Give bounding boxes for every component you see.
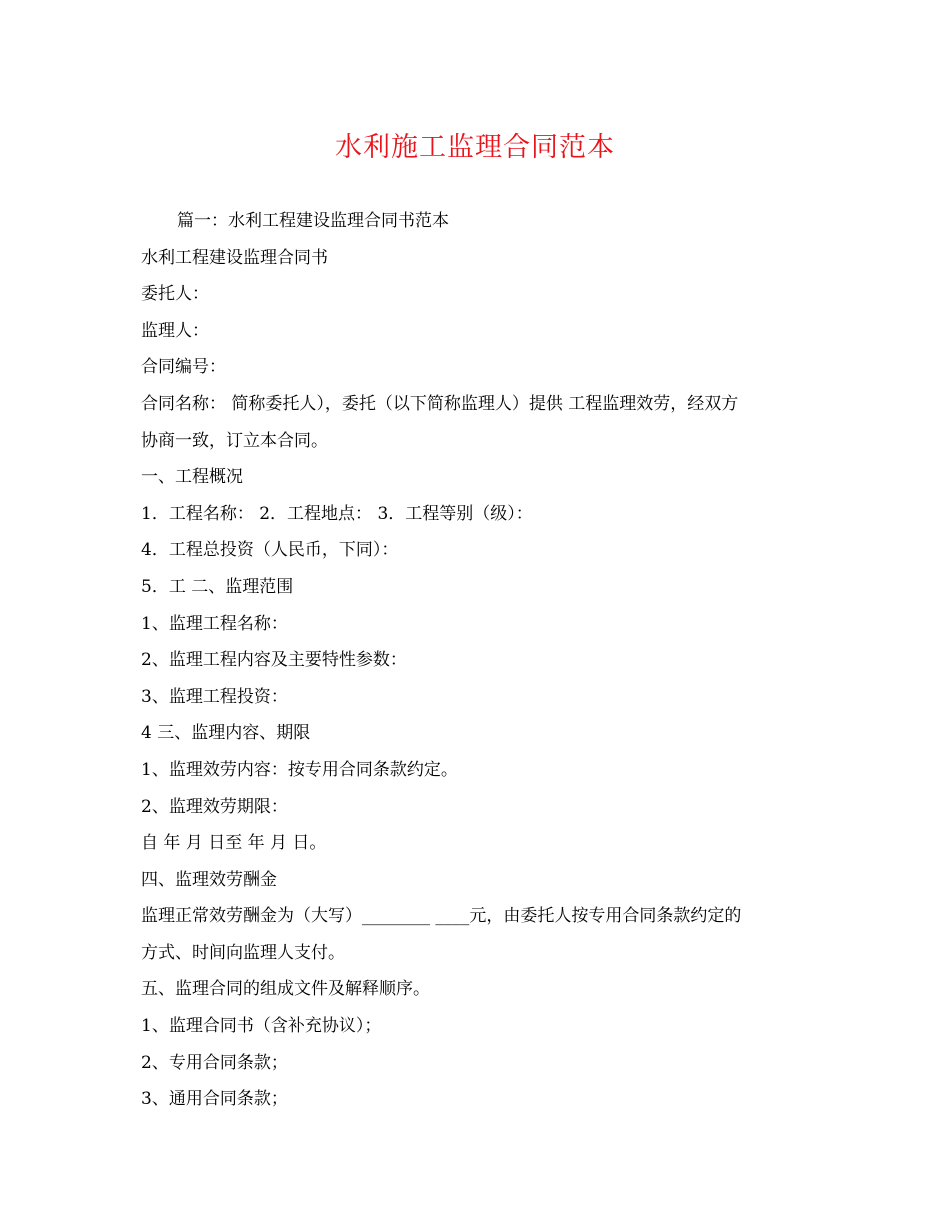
section-heading: 篇一：水利工程建设监理合同书范本 xyxy=(177,211,449,231)
paragraph-line: 协商一致，订立本合同。 xyxy=(141,430,328,451)
fee-paragraph: 监理正常效劳酬金为（大写）________ ____元，由委托人按专用合同条款约定的 xyxy=(141,906,742,927)
paragraph-line: 3、通用合同条款； xyxy=(141,1089,288,1110)
paragraph-line: 2、监理效劳期限： xyxy=(141,796,288,817)
clause-heading: 一、工程概况 xyxy=(141,467,243,488)
paragraph-line: 1、监理工程名称： xyxy=(141,613,288,634)
paragraph-line: 1、监理效劳内容：按专用合同条款约定。 xyxy=(141,759,458,780)
paragraph-line: 方式、时间向监理人支付。 xyxy=(141,942,345,963)
paragraph-line: 3、监理工程投资： xyxy=(141,686,288,707)
document-title: 水利施工监理合同范本 xyxy=(335,132,615,163)
clause-heading: 四、监理效劳酬金 xyxy=(141,869,277,890)
paragraph-line: 2、专用合同条款； xyxy=(141,1052,288,1073)
client-field: 委托人： xyxy=(141,284,209,305)
contract-name-heading: 水利工程建设监理合同书 xyxy=(141,247,328,268)
contract-number-field: 合同编号： xyxy=(141,357,226,378)
contract-title-paragraph: 合同名称： 简称委托人），委托（以下简称监理人）提供 工程监理效劳，经双方 xyxy=(141,393,739,414)
paragraph-line: 2、监理工程内容及主要特性参数： xyxy=(141,650,407,671)
clause-heading: 五、监理合同的组成文件及解释顺序。 xyxy=(141,979,430,1000)
paragraph-line: 1、监理合同书（含补充协议）； xyxy=(141,1016,382,1037)
paragraph-line: 4 三、监理内容、期限 xyxy=(141,723,311,744)
paragraph-line: 4．工程总投资（人民币，下同）： xyxy=(141,540,399,561)
paragraph-line: 1．工程名称： 2．工程地点： 3．工程等别（级）： xyxy=(141,503,533,524)
supervisor-field: 监理人： xyxy=(141,320,209,341)
paragraph-line: 自 年 月 日至 年 月 日。 xyxy=(141,833,327,854)
paragraph-line: 5．工 二、监理范围 xyxy=(141,576,294,597)
document-body xyxy=(141,203,811,1118)
